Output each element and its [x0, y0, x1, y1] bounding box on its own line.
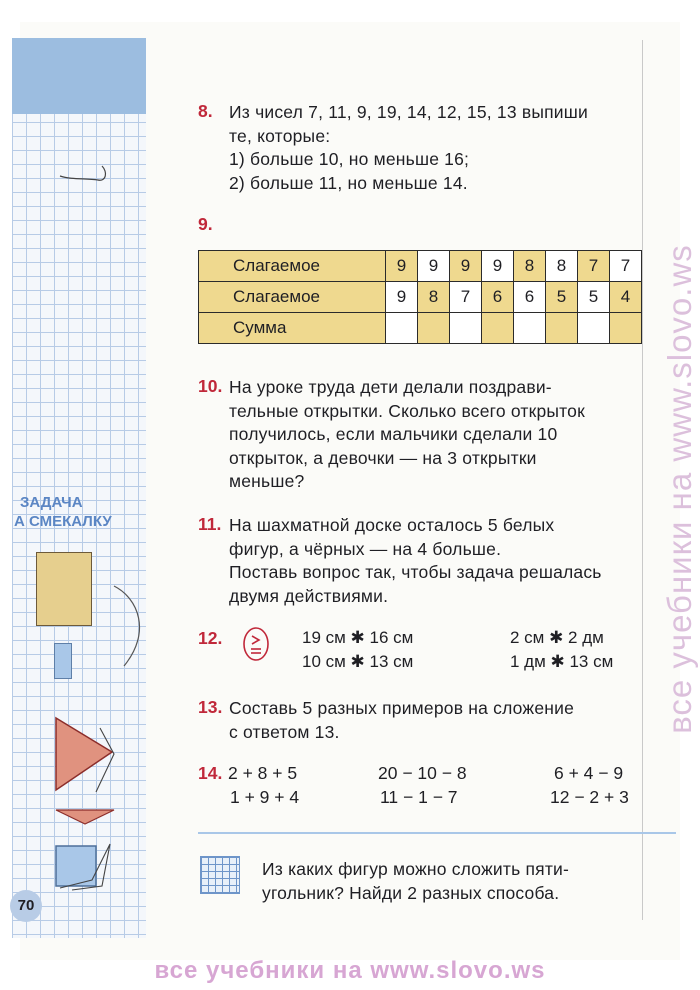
table-cell: 9 [418, 251, 450, 282]
sum-cell[interactable] [514, 313, 546, 344]
sum-cell[interactable] [578, 313, 610, 344]
task-8-line: 1) больше 10, но меньше 16; [229, 149, 470, 169]
task-11-line: На шахматной доске осталось 5 белых [229, 515, 555, 535]
table-cell: 8 [514, 251, 546, 282]
table-cell: 7 [450, 282, 482, 313]
task-11-line: Поставь вопрос так, чтобы задача решалась [229, 562, 602, 582]
task-8-text [229, 101, 654, 195]
task-14-number: 14. [198, 763, 223, 783]
expr-3-1: 6 + 4 − 9 [554, 763, 624, 783]
smekalka-line-2: А СМЕКАЛКУ [14, 513, 112, 530]
smekalka-heading [14, 493, 148, 531]
table-row [199, 313, 642, 344]
expr-2-1: 20 − 10 − 8 [378, 763, 467, 783]
task-15-text [262, 858, 654, 905]
table-cell: 6 [514, 282, 546, 313]
sum-cell[interactable] [450, 313, 482, 344]
compare-icon [242, 626, 270, 662]
task-11-text [229, 514, 654, 608]
task-13-text [229, 697, 654, 744]
task-8-line: 2) больше 11, но меньше 14. [229, 172, 468, 193]
task-10-line: открыток, а девочки — на 3 открытки [229, 447, 537, 468]
vertical-watermark [650, 120, 700, 860]
compare-right-2: 1 дм ✱ 13 см [510, 652, 614, 671]
task-10-line: На уроке труда дети делали поздрави- [229, 377, 552, 397]
task-10-text [229, 376, 654, 494]
row-label-addend-2: Слагаемое [199, 282, 386, 313]
expr-1-2: 1 + 9 + 4 [230, 787, 300, 807]
task-10-number: 10. [198, 376, 223, 396]
task-9-number: 9. [198, 214, 213, 234]
compare-left-1: 19 см ✱ 16 см [302, 628, 414, 647]
pencil-scribble [56, 160, 116, 190]
grid-icon [200, 856, 240, 894]
section-divider [198, 832, 676, 834]
sum-cell[interactable] [546, 313, 578, 344]
task-8-line: те, которые: [229, 125, 331, 146]
task-8-number: 8. [198, 101, 213, 121]
task-11-line: фигур, а чёрных — на 4 больше. [229, 538, 502, 559]
page-number: 70 [10, 890, 42, 922]
footer-watermark: все учебники на www.slovo.ws [154, 957, 546, 984]
table-cell: 7 [578, 251, 610, 282]
table-cell: 5 [578, 282, 610, 313]
expr-3-2: 12 − 2 + 3 [550, 787, 629, 807]
sum-cell[interactable] [418, 313, 450, 344]
table-row [199, 282, 642, 313]
table-row [199, 251, 642, 282]
task-11-line: двумя действиями. [229, 585, 389, 606]
table-cell: 9 [386, 251, 418, 282]
yellow-rectangle-shape [36, 552, 92, 626]
blue-rectangle-shape [54, 643, 72, 679]
task-15-line: угольник? Найди 2 разных способа. [262, 882, 560, 903]
addition-table [198, 250, 642, 344]
table-cell: 7 [610, 251, 642, 282]
row-label-sum: Сумма [199, 313, 386, 344]
expr-2-2: 11 − 1 − 7 [380, 787, 458, 807]
table-cell: 9 [450, 251, 482, 282]
table-cell: 9 [482, 251, 514, 282]
task-15-line: Из каких фигур можно сложить пяти- [262, 859, 570, 879]
task-10-line: получилось, если мальчики сделали 10 [229, 424, 558, 444]
table-cell: 8 [546, 251, 578, 282]
task-10-line: меньше? [229, 471, 305, 491]
table-cell: 5 [546, 282, 578, 313]
vertical-watermark-text: все учебники на www.slovo.ws [661, 244, 698, 734]
pencil-arc [108, 582, 158, 672]
task-12-number: 12. [198, 628, 223, 648]
task-11-number: 11. [198, 514, 222, 534]
table-cell: 6 [482, 282, 514, 313]
sidebar-header-band [12, 38, 146, 114]
task-13-line: Составь 5 разных примеров на сложение [229, 698, 575, 718]
sum-cell[interactable] [482, 313, 514, 344]
row-label-addend-1: Слагаемое [199, 251, 386, 282]
task-8-line: Из чисел 7, 11, 9, 19, 14, 12, 15, 13 выпиши [229, 102, 588, 122]
table-cell: 9 [386, 282, 418, 313]
compare-right-1: 2 см ✱ 2 дм [510, 628, 604, 647]
sum-cell[interactable] [610, 313, 642, 344]
expr-1-1: 2 + 8 + 5 [228, 763, 298, 783]
table-cell: 8 [418, 282, 450, 313]
task-13-line: с ответом 13. [229, 721, 340, 742]
task-13-number: 13. [198, 697, 223, 717]
blue-square-shape [52, 840, 116, 894]
sum-cell[interactable] [386, 313, 418, 344]
task-10-line: тельные открытки. Сколько всего открыток [229, 400, 585, 421]
smekalka-line-1: ЗАДАЧА [20, 494, 83, 511]
compare-left-2: 10 см ✱ 13 см [302, 652, 414, 671]
table-cell: 4 [610, 282, 642, 313]
small-triangle-shape [52, 806, 122, 828]
red-triangle-shape [52, 714, 122, 794]
